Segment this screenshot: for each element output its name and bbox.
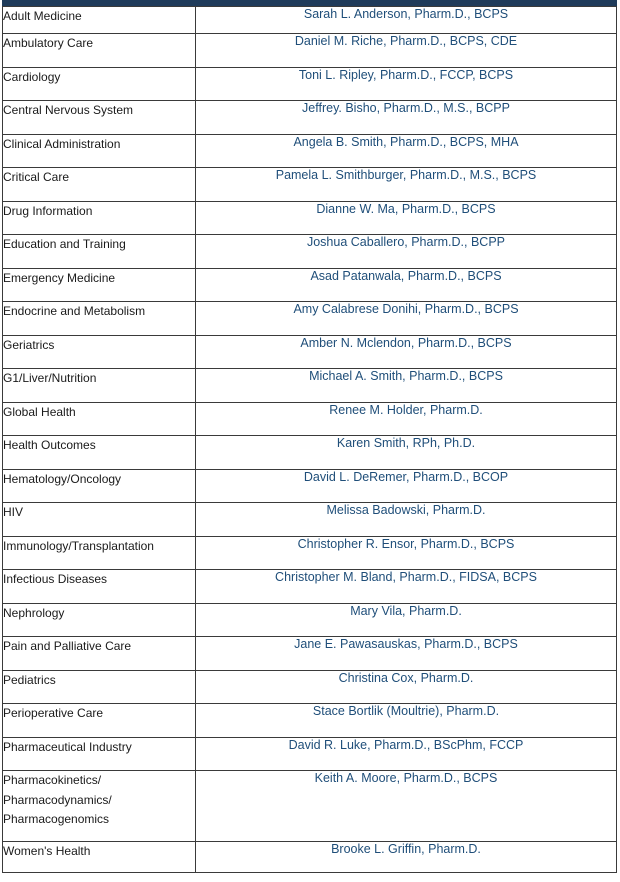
chair-cell: Sarah L. Anderson, Pharm.D., BCPS	[196, 7, 617, 34]
area-cell: Pediatrics	[3, 670, 196, 704]
table-row	[3, 7, 617, 34]
area-line: Pharmacogenomics	[3, 812, 110, 826]
table-row	[3, 737, 617, 771]
table-row	[3, 101, 617, 135]
table-row	[3, 402, 617, 436]
table-row	[3, 469, 617, 503]
area-cell: Hematology/Oncology	[3, 469, 196, 503]
table-row	[3, 302, 617, 336]
prn-chairs-table	[2, 6, 617, 873]
table-row	[3, 34, 617, 68]
area-cell: Critical Care	[3, 168, 196, 202]
chair-cell: Amber N. Mclendon, Pharm.D., BCPS	[196, 335, 617, 369]
chair-cell: Angela B. Smith, Pharm.D., BCPS, MHA	[196, 134, 617, 168]
chair-cell: Christopher R. Ensor, Pharm.D., BCPS	[196, 536, 617, 570]
table-row	[3, 536, 617, 570]
area-cell	[3, 771, 196, 842]
chair-cell: Keith A. Moore, Pharm.D., BCPS	[196, 771, 617, 842]
table-row	[3, 201, 617, 235]
table-row	[3, 436, 617, 470]
chair-cell: David L. DeRemer, Pharm.D., BCOP	[196, 469, 617, 503]
table-row	[3, 570, 617, 604]
area-cell: Drug Information	[3, 201, 196, 235]
area-cell: Pharmaceutical Industry	[3, 737, 196, 771]
chair-cell: David R. Luke, Pharm.D., BScPhm, FCCP	[196, 737, 617, 771]
table-row	[3, 603, 617, 637]
chair-cell: Christopher M. Bland, Pharm.D., FIDSA, BCPS	[196, 570, 617, 604]
area-cell: Pain and Palliative Care	[3, 637, 196, 671]
area-cell: Immunology/Transplantation	[3, 536, 196, 570]
chair-cell: Asad Patanwala, Pharm.D., BCPS	[196, 268, 617, 302]
area-cell: Central Nervous System	[3, 101, 196, 135]
chair-cell: Amy Calabrese Donihi, Pharm.D., BCPS	[196, 302, 617, 336]
chair-cell: Jeffrey. Bisho, Pharm.D., M.S., BCPP	[196, 101, 617, 135]
table-row	[3, 268, 617, 302]
table-row	[3, 235, 617, 269]
table-row	[3, 771, 617, 842]
area-cell: Emergency Medicine	[3, 268, 196, 302]
chair-cell: Toni L. Ripley, Pharm.D., FCCP, BCPS	[196, 67, 617, 101]
chair-cell: Karen Smith, RPh, Ph.D.	[196, 436, 617, 470]
area-cell: Nephrology	[3, 603, 196, 637]
table-row	[3, 842, 617, 873]
table-row	[3, 704, 617, 738]
table-row	[3, 369, 617, 403]
table-row	[3, 503, 617, 537]
chair-cell: Joshua Caballero, Pharm.D., BCPP	[196, 235, 617, 269]
area-cell: Women's Health	[3, 842, 196, 873]
chair-cell: Renee M. Holder, Pharm.D.	[196, 402, 617, 436]
chair-cell: Daniel M. Riche, Pharm.D., BCPS, CDE	[196, 34, 617, 68]
chair-cell: Mary Vila, Pharm.D.	[196, 603, 617, 637]
chair-cell: Michael A. Smith, Pharm.D., BCPS	[196, 369, 617, 403]
area-cell: Education and Training	[3, 235, 196, 269]
table-row	[3, 637, 617, 671]
area-cell: Ambulatory Care	[3, 34, 196, 68]
chair-cell: Melissa Badowski, Pharm.D.	[196, 503, 617, 537]
area-cell: HIV	[3, 503, 196, 537]
area-cell: G1/Liver/Nutrition	[3, 369, 196, 403]
chair-cell: Stace Bortlik (Moultrie), Pharm.D.	[196, 704, 617, 738]
table-row	[3, 168, 617, 202]
chair-cell: Dianne W. Ma, Pharm.D., BCPS	[196, 201, 617, 235]
area-cell: Geriatrics	[3, 335, 196, 369]
table-row	[3, 335, 617, 369]
area-cell: Endocrine and Metabolism	[3, 302, 196, 336]
area-cell: Perioperative Care	[3, 704, 196, 738]
chair-cell: Jane E. Pawasauskas, Pharm.D., BCPS	[196, 637, 617, 671]
chair-cell: Christina Cox, Pharm.D.	[196, 670, 617, 704]
chair-cell: Brooke L. Griffin, Pharm.D.	[196, 842, 617, 873]
table-row	[3, 670, 617, 704]
area-cell: Clinical Administration	[3, 134, 196, 168]
area-line: Pharmacodynamics/	[3, 792, 112, 807]
table-row	[3, 134, 617, 168]
table-row	[3, 67, 617, 101]
area-cell: Global Health	[3, 402, 196, 436]
area-cell: Infectious Diseases	[3, 570, 196, 604]
area-cell: Cardiology	[3, 67, 196, 101]
chair-cell: Pamela L. Smithburger, Pharm.D., M.S., BCPS	[196, 168, 617, 202]
area-cell: Adult Medicine	[3, 7, 196, 34]
area-line: Pharmacokinetics/	[3, 773, 102, 787]
area-cell: Health Outcomes	[3, 436, 196, 470]
